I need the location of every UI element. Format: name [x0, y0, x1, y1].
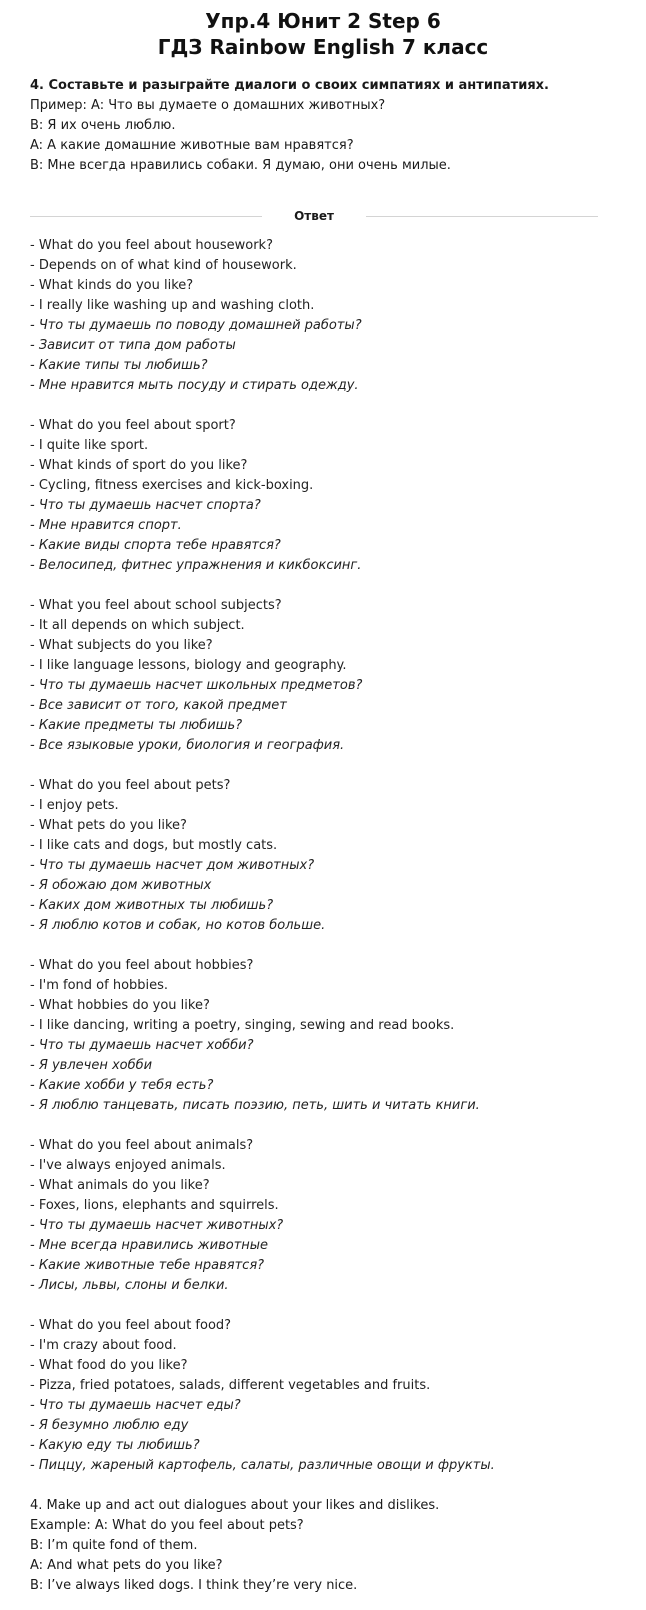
dialogue-line-en: - What do you feel about food?: [30, 1318, 232, 1333]
page-title: [0, 0, 646, 60]
dialogue-line-ru: - Я безумно люблю еду: [30, 1418, 189, 1433]
dialogue-line-en: - What do you feel about pets?: [30, 778, 231, 793]
dialogue-line-ru: - Пиццу, жареный картофель, салаты, различные овощи и фрукты.: [30, 1458, 495, 1473]
english-task-line: 4. Make up and act out dialogues about your likes and dislikes.: [30, 1498, 440, 1513]
english-task-line: B: I’m quite fond of them.: [30, 1538, 198, 1553]
task-line: Пример: A: Что вы думаете о домашних животных?: [30, 98, 386, 113]
dialogue-line-en: - Cycling, fitness exercises and kick-boxing.: [30, 478, 314, 493]
title-line-2: ГДЗ Rainbow English 7 класс: [157, 35, 489, 59]
dialogue-line-ru: - Какие виды спорта тебе нравятся?: [30, 538, 281, 553]
dialogue-line-ru: - Зависит от типа дом работы: [30, 338, 236, 353]
dialogue-line-en: - I like language lessons, biology and geography.: [30, 658, 347, 673]
task-block: [30, 76, 620, 176]
dialogue-line-en: - I like cats and dogs, but mostly cats.: [30, 838, 278, 853]
dialogue-line-ru: - Какую еду ты любишь?: [30, 1438, 200, 1453]
dialogue-line-ru: - Что ты думаешь насчет спорта?: [30, 498, 261, 513]
dialogue-line-ru: - Я люблю танцевать, писать поэзию, петь, шить и читать книги.: [30, 1098, 480, 1113]
english-task-line: A: And what pets do you like?: [30, 1558, 223, 1573]
dialogue-line-en: - Pizza, fried potatoes, salads, different vegetables and fruits.: [30, 1378, 431, 1393]
dialogue-line-en: - What you feel about school subjects?: [30, 598, 282, 613]
dialogue-line-en: - Foxes, lions, elephants and squirrels.: [30, 1198, 279, 1213]
task-line: A: А какие домашние животные вам нравятся?: [30, 138, 354, 153]
dialogue-line-en: - What pets do you like?: [30, 818, 187, 833]
dialogue-line-en: - What animals do you like?: [30, 1178, 210, 1193]
dialogue-line-ru: - Какие животные тебе нравятся?: [30, 1258, 265, 1273]
dialogue-line-ru: - Что ты думаешь насчет дом животных?: [30, 858, 315, 873]
dialogue-line-en: - I quite like sport.: [30, 438, 149, 453]
dialogue-line-en: - I enjoy pets.: [30, 798, 119, 813]
dialogue-line-ru: - Я увлечен хобби: [30, 1058, 153, 1073]
dialogue-line-en: - What hobbies do you like?: [30, 998, 210, 1013]
dialogue-line-en: - What do you feel about housework?: [30, 238, 273, 253]
dialogue-line-en: - I like dancing, writing a poetry, singing, sewing and read books.: [30, 1018, 455, 1033]
english-task-line: Example: A: What do you feel about pets?: [30, 1518, 304, 1533]
answer-dialogues: [30, 236, 630, 1476]
dialogue-line-en: - What kinds of sport do you like?: [30, 458, 248, 473]
dialogue-line-en: - I'm fond of hobbies.: [30, 978, 169, 993]
dialogue-line-en: - What subjects do you like?: [30, 638, 213, 653]
dialogue-line-ru: - Мне всегда нравились животные: [30, 1238, 269, 1253]
dialogue-line-ru: - Какие предметы ты любишь?: [30, 718, 243, 733]
dialogue-line-ru: - Все языковые уроки, биология и география.: [30, 738, 345, 753]
dialogue-line-en: - I really like washing up and washing cloth.: [30, 298, 315, 313]
answer-divider: [30, 206, 598, 226]
dialogue-line-ru: - Что ты думаешь насчет хобби?: [30, 1038, 254, 1053]
divider-rule-left: [30, 216, 262, 217]
dialogue-line-ru: - Какие типы ты любишь?: [30, 358, 208, 373]
dialogue-line-ru: - Все зависит от того, какой предмет: [30, 698, 287, 713]
dialogue-line-ru: - Каких дом животных ты любишь?: [30, 898, 274, 913]
dialogue-line-ru: - Мне нравится спорт.: [30, 518, 182, 533]
title-line-1: Упр.4 Юнит 2 Step 6: [205, 9, 441, 33]
task-line: B: Мне всегда нравились собаки. Я думаю, они очень милые.: [30, 158, 451, 173]
dialogue-line-en: - What do you feel about hobbies?: [30, 958, 254, 973]
dialogue-line-ru: - Я люблю котов и собак, но котов больше.: [30, 918, 326, 933]
dialogue-line-ru: - Что ты думаешь насчет животных?: [30, 1218, 284, 1233]
dialogue-line-en: - I've always enjoyed animals.: [30, 1158, 226, 1173]
dialogue-line-en: - What do you feel about animals?: [30, 1138, 254, 1153]
english-task-line: B: I’ve always liked dogs. I think they’re very nice.: [30, 1578, 358, 1593]
dialogue-line-ru: - Что ты думаешь насчет школьных предметов?: [30, 678, 363, 693]
dialogue-line-en: - It all depends on which subject.: [30, 618, 245, 633]
task-line: B: Я их очень люблю.: [30, 118, 176, 133]
english-task-block: [30, 1496, 620, 1596]
dialogue-line-ru: - Лисы, львы, слоны и белки.: [30, 1278, 229, 1293]
dialogue-line-ru: - Я обожаю дом животных: [30, 878, 212, 893]
dialogue-line-ru: - Велосипед, фитнес упражнения и кикбоксинг.: [30, 558, 362, 573]
dialogue-line-en: - What food do you like?: [30, 1358, 188, 1373]
dialogue-line-en: - I'm crazy about food.: [30, 1338, 177, 1353]
answer-label: Ответ: [294, 209, 334, 223]
divider-rule-right: [366, 216, 598, 217]
dialogue-line-en: - What do you feel about sport?: [30, 418, 236, 433]
dialogue-line-ru: - Что ты думаешь по поводу домашней работы?: [30, 318, 362, 333]
task-heading: 4. Составьте и разыграйте диалоги о своих симпатиях и антипатиях.: [30, 78, 549, 93]
dialogue-line-en: - Depends on of what kind of housework.: [30, 258, 297, 273]
dialogue-line-ru: - Какие хобби у тебя есть?: [30, 1078, 214, 1093]
dialogue-line-en: - What kinds do you like?: [30, 278, 194, 293]
dialogue-line-ru: - Что ты думаешь насчет еды?: [30, 1398, 241, 1413]
dialogue-line-ru: - Мне нравится мыть посуду и стирать одежду.: [30, 378, 359, 393]
